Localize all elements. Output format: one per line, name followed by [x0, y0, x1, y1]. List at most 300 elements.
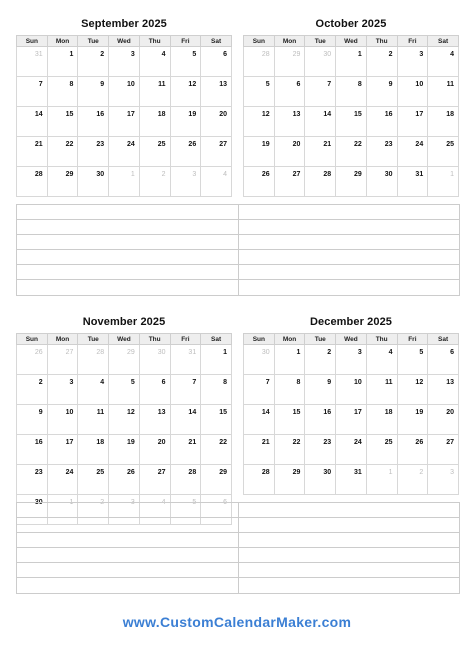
day-cell[interactable]	[366, 47, 397, 77]
day-cell[interactable]	[305, 167, 336, 197]
day-cell[interactable]	[109, 465, 140, 495]
day-cell[interactable]	[244, 405, 275, 435]
note-line[interactable]	[17, 578, 238, 593]
day-number: 17	[127, 111, 135, 118]
day-cell[interactable]	[47, 107, 78, 137]
day-cell[interactable]	[366, 375, 397, 405]
day-cell[interactable]	[274, 107, 305, 137]
day-cell-other-month[interactable]	[78, 345, 109, 375]
weekday-label: Sat	[201, 36, 232, 47]
weekday-label: Mon	[47, 36, 78, 47]
day-cell[interactable]	[397, 405, 428, 435]
notes-area-top	[16, 204, 460, 296]
day-number: 31	[354, 469, 362, 476]
day-number: 30	[34, 499, 43, 506]
day-number: 29	[65, 171, 74, 178]
day-number: 28	[96, 349, 105, 356]
day-number: 30	[261, 349, 270, 356]
day-cell[interactable]	[274, 77, 305, 107]
day-cell[interactable]	[244, 107, 275, 137]
day-cell[interactable]	[336, 435, 367, 465]
day-number: 15	[65, 111, 74, 118]
day-cell-other-month[interactable]	[244, 47, 275, 77]
day-number: 3	[192, 171, 197, 178]
day-number: 1	[130, 171, 135, 178]
day-cell[interactable]	[109, 47, 140, 77]
note-line[interactable]	[17, 548, 238, 563]
day-cell[interactable]	[78, 465, 109, 495]
day-cell[interactable]	[201, 77, 232, 107]
day-cell[interactable]	[170, 375, 201, 405]
week-row	[17, 77, 232, 107]
day-cell[interactable]	[139, 137, 170, 167]
day-cell[interactable]	[336, 77, 367, 107]
week-row	[244, 405, 459, 435]
note-line[interactable]	[17, 280, 238, 295]
day-number: 11	[385, 379, 393, 386]
day-number: 15	[292, 409, 301, 416]
day-cell-other-month[interactable]	[139, 167, 170, 197]
note-line[interactable]	[17, 265, 238, 280]
day-cell-other-month[interactable]	[170, 167, 201, 197]
month-grid	[16, 333, 232, 525]
day-cell[interactable]	[17, 435, 48, 465]
day-cell[interactable]	[78, 375, 109, 405]
day-number: 5	[265, 81, 270, 88]
day-cell[interactable]	[201, 375, 232, 405]
day-cell-other-month[interactable]	[305, 47, 336, 77]
day-cell[interactable]	[17, 167, 48, 197]
day-number: 28	[323, 171, 332, 178]
day-number: 12	[127, 409, 135, 416]
month-title: September 2025	[81, 18, 167, 30]
note-line[interactable]	[17, 205, 238, 220]
day-cell[interactable]	[336, 375, 367, 405]
day-cell[interactable]	[428, 405, 459, 435]
day-cell[interactable]	[139, 465, 170, 495]
weekday-label: Tue	[305, 334, 336, 345]
day-cell[interactable]	[170, 435, 201, 465]
day-cell[interactable]	[366, 137, 397, 167]
day-number: 4	[450, 51, 454, 58]
note-line[interactable]	[17, 533, 238, 548]
day-cell-other-month[interactable]	[139, 345, 170, 375]
day-number: 6	[450, 349, 454, 356]
note-line[interactable]	[239, 220, 460, 235]
day-number: 22	[354, 141, 362, 148]
day-number: 21	[323, 141, 332, 148]
day-cell[interactable]	[139, 47, 170, 77]
day-number: 8	[223, 379, 227, 386]
day-cell[interactable]	[170, 405, 201, 435]
day-number: 2	[100, 499, 105, 506]
day-number: 20	[446, 409, 454, 416]
day-cell[interactable]	[397, 137, 428, 167]
day-cell[interactable]	[397, 435, 428, 465]
day-cell[interactable]	[170, 77, 201, 107]
day-cell[interactable]	[305, 107, 336, 137]
week-row	[17, 405, 232, 435]
day-number: 19	[415, 409, 424, 416]
day-cell[interactable]	[336, 137, 367, 167]
note-line[interactable]	[239, 265, 460, 280]
note-line[interactable]	[239, 250, 460, 265]
day-cell-other-month[interactable]	[274, 47, 305, 77]
day-cell[interactable]	[305, 345, 336, 375]
day-number: 16	[323, 409, 332, 416]
day-cell[interactable]	[170, 137, 201, 167]
day-cell[interactable]	[139, 435, 170, 465]
day-cell[interactable]	[336, 167, 367, 197]
day-cell[interactable]	[47, 375, 78, 405]
day-number: 5	[130, 379, 135, 386]
day-cell[interactable]	[274, 465, 305, 495]
day-number: 4	[161, 51, 166, 58]
day-number: 19	[127, 439, 135, 446]
day-cell[interactable]	[428, 375, 459, 405]
note-line[interactable]	[239, 280, 460, 295]
day-number: 16	[34, 439, 43, 446]
day-cell[interactable]	[201, 435, 232, 465]
day-cell[interactable]	[397, 375, 428, 405]
day-cell-other-month[interactable]	[428, 465, 459, 495]
day-cell[interactable]	[78, 167, 109, 197]
day-cell[interactable]	[201, 345, 232, 375]
day-cell-other-month[interactable]	[428, 167, 459, 197]
weekday-label: Sun	[17, 36, 48, 47]
day-cell[interactable]	[17, 405, 48, 435]
day-cell[interactable]	[397, 77, 428, 107]
note-line[interactable]	[17, 220, 238, 235]
week-row	[244, 77, 459, 107]
brand-footer-link[interactable]: www.CustomCalendarMaker.com	[122, 614, 352, 630]
day-cell[interactable]	[78, 47, 109, 77]
day-cell[interactable]	[336, 405, 367, 435]
note-line[interactable]	[17, 235, 238, 250]
weekday-header-row	[17, 334, 232, 345]
day-cell[interactable]	[170, 107, 201, 137]
day-number: 1	[450, 171, 454, 178]
day-cell[interactable]	[47, 435, 78, 465]
day-cell[interactable]	[170, 465, 201, 495]
day-cell[interactable]	[17, 107, 48, 137]
weekday-label: Mon	[47, 334, 78, 345]
month-grid	[16, 35, 232, 197]
day-cell[interactable]	[428, 47, 459, 77]
day-cell[interactable]	[428, 345, 459, 375]
week-row	[244, 345, 459, 375]
day-number: 8	[357, 81, 362, 88]
day-number: 2	[419, 469, 424, 476]
day-number: 4	[100, 379, 105, 386]
note-line[interactable]	[239, 205, 460, 220]
day-cell-other-month[interactable]	[170, 345, 201, 375]
day-cell[interactable]	[244, 137, 275, 167]
day-cell-other-month[interactable]	[397, 465, 428, 495]
day-number: 7	[265, 379, 270, 386]
day-number: 30	[157, 349, 166, 356]
day-number: 30	[96, 171, 105, 178]
day-number: 24	[65, 469, 74, 476]
note-line[interactable]	[239, 578, 460, 593]
day-number: 4	[223, 171, 227, 178]
day-cell[interactable]	[109, 405, 140, 435]
day-number: 11	[446, 81, 454, 88]
day-cell[interactable]	[274, 375, 305, 405]
note-line[interactable]	[17, 503, 238, 518]
day-cell[interactable]	[336, 107, 367, 137]
day-number: 3	[450, 469, 454, 476]
day-cell[interactable]	[201, 465, 232, 495]
day-number: 26	[415, 439, 424, 446]
notes-column-right	[238, 205, 460, 295]
day-cell[interactable]	[17, 465, 48, 495]
day-cell[interactable]	[305, 405, 336, 435]
day-number: 26	[34, 349, 43, 356]
day-number: 5	[419, 349, 424, 356]
day-cell[interactable]	[78, 137, 109, 167]
day-number: 4	[161, 499, 166, 506]
day-cell[interactable]	[170, 47, 201, 77]
day-cell[interactable]	[274, 405, 305, 435]
day-number: 19	[261, 141, 270, 148]
weekday-label: Fri	[397, 334, 428, 345]
weekday-label: Fri	[170, 334, 201, 345]
week-row	[17, 465, 232, 495]
weekday-label: Sun	[244, 36, 275, 47]
day-number: 13	[292, 111, 301, 118]
day-cell[interactable]	[305, 137, 336, 167]
day-cell[interactable]	[139, 77, 170, 107]
weekday-header-row	[17, 36, 232, 47]
day-number: 13	[157, 409, 166, 416]
note-line[interactable]	[17, 563, 238, 578]
day-cell[interactable]	[109, 137, 140, 167]
day-cell[interactable]	[366, 107, 397, 137]
day-number: 16	[96, 111, 105, 118]
day-number: 29	[127, 349, 135, 356]
day-cell[interactable]	[201, 137, 232, 167]
day-number: 27	[446, 439, 454, 446]
day-cell[interactable]	[366, 405, 397, 435]
day-cell[interactable]	[201, 405, 232, 435]
notes-column-left	[17, 205, 238, 295]
day-number: 12	[261, 111, 270, 118]
day-number: 2	[100, 51, 105, 58]
day-number: 24	[415, 141, 424, 148]
day-cell[interactable]	[305, 465, 336, 495]
weekday-label: Tue	[78, 36, 109, 47]
note-line[interactable]	[239, 548, 460, 563]
weekday-label: Wed	[336, 334, 367, 345]
day-cell[interactable]	[244, 375, 275, 405]
weekday-label: Tue	[78, 334, 109, 345]
day-cell[interactable]	[428, 77, 459, 107]
day-cell[interactable]	[397, 107, 428, 137]
day-cell[interactable]	[336, 465, 367, 495]
day-number: 4	[388, 349, 393, 356]
week-row	[244, 375, 459, 405]
day-cell[interactable]	[17, 77, 48, 107]
week-row	[244, 465, 459, 495]
notes-column-right	[238, 503, 460, 593]
day-cell[interactable]	[244, 465, 275, 495]
month-title: October 2025	[315, 18, 387, 30]
day-number: 3	[357, 349, 362, 356]
weekday-label: Wed	[336, 36, 367, 47]
day-cell[interactable]	[78, 107, 109, 137]
note-line[interactable]	[239, 533, 460, 548]
day-number: 6	[223, 51, 227, 58]
day-cell-other-month[interactable]	[17, 345, 48, 375]
day-cell-other-month[interactable]	[17, 47, 48, 77]
day-number: 25	[446, 141, 454, 148]
day-cell[interactable]	[47, 77, 78, 107]
day-cell[interactable]	[274, 167, 305, 197]
day-number: 9	[38, 409, 43, 416]
day-cell[interactable]	[397, 167, 428, 197]
day-number: 18	[96, 439, 105, 446]
day-cell[interactable]	[78, 435, 109, 465]
day-number: 29	[292, 51, 301, 58]
day-cell[interactable]	[47, 167, 78, 197]
day-number: 28	[261, 51, 270, 58]
day-number: 1	[69, 51, 74, 58]
day-number: 22	[219, 439, 227, 446]
day-cell[interactable]	[366, 167, 397, 197]
day-cell[interactable]	[109, 77, 140, 107]
day-number: 18	[446, 111, 454, 118]
day-cell[interactable]	[47, 465, 78, 495]
day-cell[interactable]	[244, 167, 275, 197]
day-number: 23	[384, 141, 393, 148]
day-cell[interactable]	[305, 77, 336, 107]
day-cell[interactable]	[78, 77, 109, 107]
day-number: 16	[384, 111, 393, 118]
day-number: 21	[188, 439, 197, 446]
month-grid	[243, 35, 459, 197]
day-cell[interactable]	[47, 405, 78, 435]
day-cell[interactable]	[139, 375, 170, 405]
weekday-label: Fri	[170, 36, 201, 47]
day-cell-other-month[interactable]	[47, 345, 78, 375]
day-cell[interactable]	[139, 107, 170, 137]
day-number: 28	[188, 469, 197, 476]
note-line[interactable]	[239, 235, 460, 250]
day-cell[interactable]	[305, 375, 336, 405]
day-cell[interactable]	[47, 47, 78, 77]
week-row	[17, 47, 232, 77]
day-cell[interactable]	[428, 107, 459, 137]
day-cell[interactable]	[366, 345, 397, 375]
note-line[interactable]	[17, 250, 238, 265]
day-cell[interactable]	[17, 137, 48, 167]
day-cell[interactable]	[139, 405, 170, 435]
day-number: 7	[327, 81, 332, 88]
day-cell-other-month[interactable]	[109, 167, 140, 197]
day-number: 10	[127, 81, 135, 88]
day-number: 2	[161, 171, 166, 178]
day-cell[interactable]	[428, 137, 459, 167]
day-cell[interactable]	[274, 345, 305, 375]
day-number: 27	[219, 141, 227, 148]
day-cell-other-month[interactable]	[201, 167, 232, 197]
day-cell[interactable]	[78, 405, 109, 435]
day-number: 30	[323, 51, 332, 58]
day-cell[interactable]	[201, 47, 232, 77]
day-cell[interactable]	[397, 47, 428, 77]
day-number: 30	[323, 469, 332, 476]
month-title: November 2025	[82, 316, 166, 328]
day-cell[interactable]	[397, 345, 428, 375]
day-cell-other-month[interactable]	[109, 345, 140, 375]
day-number: 17	[415, 111, 424, 118]
note-line[interactable]	[239, 503, 460, 518]
week-row	[17, 375, 232, 405]
day-cell[interactable]	[47, 137, 78, 167]
day-cell[interactable]	[366, 77, 397, 107]
day-cell[interactable]	[109, 375, 140, 405]
note-line[interactable]	[239, 563, 460, 578]
day-number: 3	[130, 499, 135, 506]
day-cell[interactable]	[274, 435, 305, 465]
day-number: 14	[34, 111, 43, 118]
note-line[interactable]	[17, 518, 238, 533]
day-cell[interactable]	[305, 435, 336, 465]
notes-area-bottom	[16, 502, 460, 594]
weekday-label: Thu	[366, 334, 397, 345]
day-cell[interactable]	[336, 345, 367, 375]
weekday-label: Thu	[139, 334, 170, 345]
weekday-label: Thu	[366, 36, 397, 47]
day-number: 30	[384, 171, 393, 178]
day-cell[interactable]	[109, 435, 140, 465]
day-cell[interactable]	[336, 47, 367, 77]
day-cell[interactable]	[109, 107, 140, 137]
weekday-label: Thu	[139, 36, 170, 47]
day-cell-other-month[interactable]	[244, 345, 275, 375]
day-cell[interactable]	[274, 137, 305, 167]
note-line[interactable]	[239, 518, 460, 533]
day-number: 31	[34, 51, 43, 58]
day-cell[interactable]	[428, 435, 459, 465]
day-number: 17	[65, 439, 74, 446]
weekday-label: Mon	[274, 36, 305, 47]
day-number: 10	[415, 81, 424, 88]
day-number: 13	[219, 81, 227, 88]
day-number: 2	[388, 51, 393, 58]
calendar-october-2025	[243, 16, 459, 197]
day-number: 10	[65, 409, 74, 416]
weekday-label: Sun	[244, 334, 275, 345]
day-cell[interactable]	[244, 435, 275, 465]
day-number: 1	[69, 499, 74, 506]
day-cell[interactable]	[201, 107, 232, 137]
day-number: 31	[415, 171, 424, 178]
day-number: 10	[354, 379, 362, 386]
day-number: 13	[446, 379, 454, 386]
day-number: 20	[292, 141, 301, 148]
day-cell[interactable]	[244, 77, 275, 107]
day-number: 23	[34, 469, 43, 476]
day-cell-other-month[interactable]	[366, 465, 397, 495]
notes-column-left	[17, 503, 238, 593]
day-number: 12	[415, 379, 424, 386]
day-number: 22	[65, 141, 74, 148]
day-number: 25	[157, 141, 166, 148]
day-cell[interactable]	[17, 375, 48, 405]
day-cell[interactable]	[366, 435, 397, 465]
